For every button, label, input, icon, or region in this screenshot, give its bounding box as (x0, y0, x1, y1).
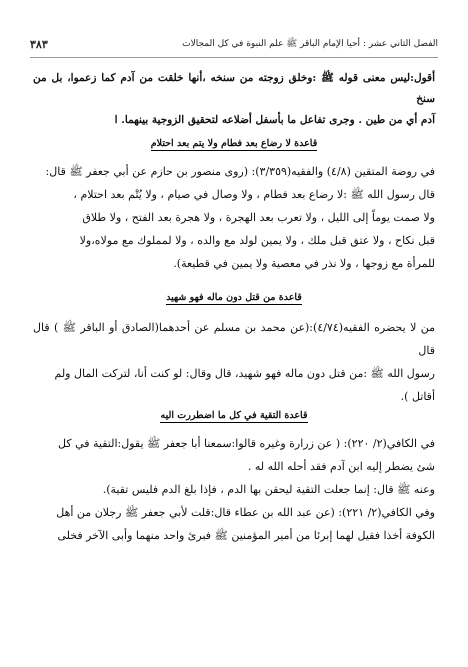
body-line: ولا صمت يوماً إلى الليل ، ولا تعرب بعد الهجرة ، ولا هجرة بعد الفتح ، ولا طلاق (82, 211, 435, 224)
section-body (33, 316, 435, 408)
intro-paragraph (33, 68, 435, 131)
section-heading (0, 138, 468, 149)
body-line: الكوفة أخذا فقيل لهما إبرئا من أمير المؤمنين ﷺ فبرئ واحد منهما وأبى الآخر فخلى (57, 529, 435, 542)
page-number: ٣٨٣ (30, 37, 48, 51)
body-line: رسول الله ﷺ :من قتل دون ماله فهو شهيد، قال وقال: لو كنت أنا، لتركت المال ولم (54, 367, 435, 380)
body-line: وفي الكافي(٢/ ٢٢١): (عن عبد الله بن عطاء قال:قلت لأبي جعفر ﷺ رجلان من أهل (56, 506, 435, 519)
section-heading-text: قاعدة لا رضاع بعد فطام ولا يتم بعد احتلام (150, 138, 318, 149)
running-header (30, 36, 438, 52)
body-line: في روضة المتقين (٤/٨) والفقيه(٣/٣٥٩): (روى منصور بن حازم عن أبي جعفر ﷺ قال: (45, 165, 435, 178)
body-line: من لا يحضره الفقيه(٤/٧٤):(عن محمد بن مسلم عن أحدهما(الصادق أو الباقر ﷺ ) قال قال (33, 321, 436, 357)
section-heading (0, 292, 468, 303)
intro-line: أقول:ليس معنى قوله ﷺ :وخلق زوجته من سنخه ،أنها خلقت من آدم كما زعموا، بل من سنخ (33, 72, 435, 105)
body-line: قبل نكاح ، ولا عتق قبل ملك ، ولا يمين لولد مع والده ، ولا لمملوك مع مولاه،ولا (79, 234, 435, 247)
body-line: شئ يضطر إليه ابن آدم فقد أحله الله له . (247, 460, 435, 473)
body-line: أقاتل ). (400, 390, 435, 403)
body-line: في الكافي(٢/ ٢٢٠): ( عن زرارة وغيره قالوا:سمعنا أبا جعفر ﷺ يقول:التقية في كل (58, 437, 435, 450)
header-divider (30, 57, 438, 58)
body-line: وعنه ﷺ قال: إنما جعلت التقية ليحقن بها الدم ، فإذا بلغ الدم فليس تقية). (102, 483, 435, 496)
section-heading (0, 410, 468, 421)
section-body (33, 160, 435, 275)
header-title: الفصل الثاني عشر : أحيا الإمام الباقر ﷺ علم النبوة في كل المجالات (182, 39, 438, 49)
body-line: للمرأة مع زوجها ، ولا نذر في معصية ولا يمين في قطيعة). (173, 257, 435, 270)
section-heading-text: قاعدة التقية في كل ما اضطررت اليه (160, 410, 308, 421)
body-line: قال رسول الله ﷺ :لا رضاع بعد فطام ، ولا وصال في صيام ، ولا يُتْم بعد احتلام ، (73, 188, 435, 201)
intro-line: آدم أي من طين . وجرى تفاعل ما بأسفل أضلاعه لتحقيق الزوجية بينهما. ا (114, 114, 435, 126)
section-heading-text: قاعدة من قتل دون ماله فهو شهيد (166, 292, 302, 303)
section-body (33, 432, 435, 547)
